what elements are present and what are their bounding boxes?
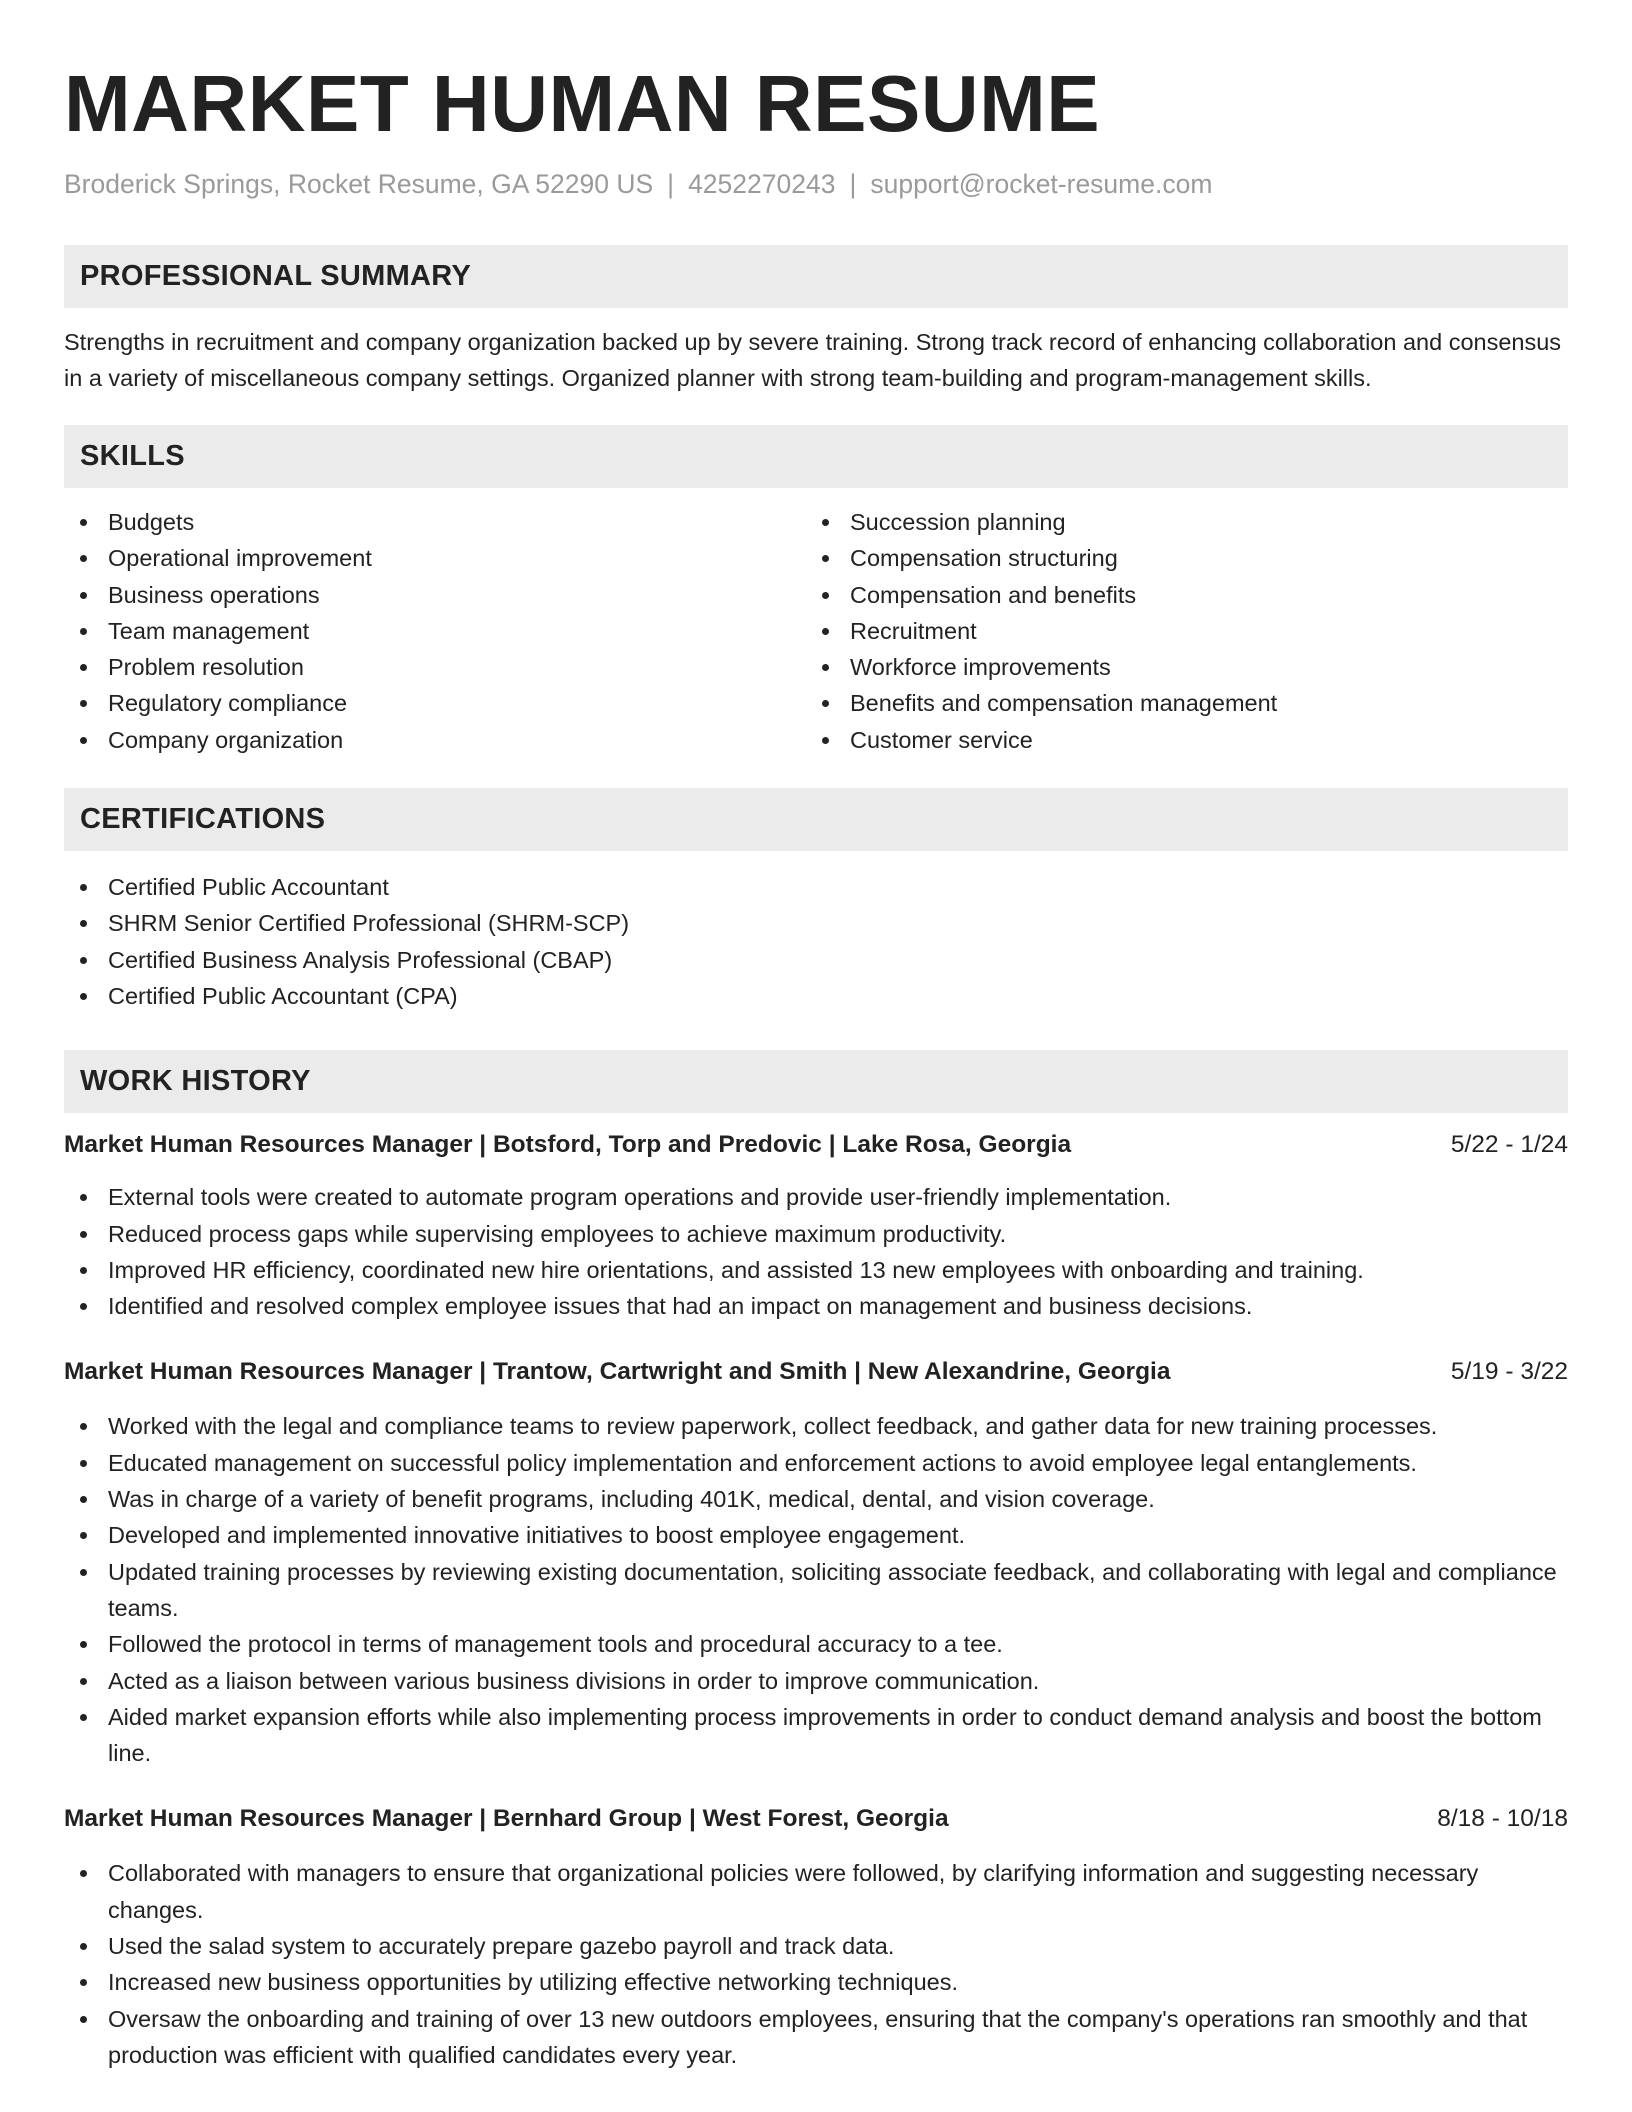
resume-title: MARKET HUMAN RESUME <box>64 59 1101 148</box>
skills-heading: SKILLS <box>64 425 1568 488</box>
contact-phone: 4252270243 <box>688 169 836 199</box>
summary-text: Strengths in recruitment and company organization backed up by severe training. Strong track record of enhancing collaboration and consensus in a variety of miscellaneous company settings. Organized planner with strong team-building and program-management skills. <box>64 329 1562 391</box>
job-bullet: Aided market expansion efforts while also implementing process improvements in order to conduct demand analysis and boost the bottom line. <box>64 1699 1568 1772</box>
job-bullets <box>64 1408 1568 1771</box>
job-bullet: Used the salad system to accurately prepare gazebo payroll and track data. <box>64 1928 1568 1964</box>
job-header <box>64 1354 1568 1390</box>
skills-list <box>64 504 1568 758</box>
skill-item: Benefits and compensation management <box>806 685 1548 721</box>
skill-item: Succession planning <box>806 504 1548 540</box>
skill-item: Workforce improvements <box>806 649 1548 685</box>
job-title: Market Human Resources Manager | Bernhard Group | West Forest, Georgia <box>64 1805 949 1833</box>
job-header <box>64 1801 1568 1837</box>
skill-item: Recruitment <box>806 613 1548 649</box>
skill-item: Compensation and benefits <box>806 577 1548 613</box>
certification-item: SHRM Senior Certified Professional (SHRM-SCP) <box>64 905 1568 941</box>
contact-email: support@rocket-resume.com <box>870 169 1213 199</box>
skill-item: Team management <box>64 613 806 649</box>
skills-column-right <box>806 504 1548 758</box>
job-bullet: Acted as a liaison between various business divisions in order to improve communication. <box>64 1663 1568 1699</box>
job-bullet: Was in charge of a variety of benefit programs, including 401K, medical, dental, and vision coverage. <box>64 1481 1568 1517</box>
contact-separator: | <box>849 169 857 199</box>
certification-item: Certified Public Accountant (CPA) <box>64 978 1568 1014</box>
contact-address: Broderick Springs, Rocket Resume, GA 52290 US <box>64 169 654 199</box>
skill-item: Problem resolution <box>64 649 806 685</box>
job-title: Market Human Resources Manager | Trantow, Cartwright and Smith | New Alexandrine, Georgia <box>64 1358 1171 1386</box>
job-bullet: Developed and implemented innovative initiatives to boost employee engagement. <box>64 1517 1568 1553</box>
summary-heading: PROFESSIONAL SUMMARY <box>64 245 1568 308</box>
skill-item: Customer service <box>806 722 1548 758</box>
job-dates: 5/19 - 3/22 <box>1450 1358 1568 1386</box>
work-history-heading: WORK HISTORY <box>64 1050 1568 1113</box>
skill-item: Company organization <box>64 722 806 758</box>
skill-item: Compensation structuring <box>806 540 1548 576</box>
job-bullets <box>64 1179 1568 1324</box>
certification-item: Certified Business Analysis Professional (CBAP) <box>64 942 1568 978</box>
certifications-heading: CERTIFICATIONS <box>64 788 1568 851</box>
skills-column-left <box>64 504 806 758</box>
job-bullet: Reduced process gaps while supervising employees to achieve maximum productivity. <box>64 1216 1568 1252</box>
contact-line <box>64 166 1568 202</box>
resume-page <box>64 0 1568 2073</box>
contact-separator: | <box>667 169 675 199</box>
job-bullet: Improved HR efficiency, coordinated new hire orientations, and assisted 13 new employees with onboarding and training. <box>64 1252 1568 1288</box>
job-bullet: Oversaw the onboarding and training of over 13 new outdoors employees, ensuring that the company's operations ran smoothly and that production was efficient with qualified candidates every year. <box>64 2001 1568 2074</box>
job-header <box>64 1127 1568 1163</box>
job-bullet: Identified and resolved complex employee issues that had an impact on management and business decisions. <box>64 1288 1568 1324</box>
job-dates: 8/18 - 10/18 <box>1437 1805 1568 1833</box>
skill-item: Operational improvement <box>64 540 806 576</box>
certification-item: Certified Public Accountant <box>64 869 1568 905</box>
job-bullet: Increased new business opportunities by utilizing effective networking techniques. <box>64 1964 1568 2000</box>
job-title: Market Human Resources Manager | Botsford, Torp and Predovic | Lake Rosa, Georgia <box>64 1131 1072 1159</box>
skill-item: Budgets <box>64 504 806 540</box>
job-bullet: Worked with the legal and compliance teams to review paperwork, collect feedback, and gather data for new training processes. <box>64 1408 1568 1444</box>
job-bullet: Updated training processes by reviewing existing documentation, soliciting associate feedback, and collaborating with legal and compliance teams. <box>64 1554 1568 1627</box>
job-bullet: Educated management on successful policy implementation and enforcement actions to avoid employee legal entanglements. <box>64 1445 1568 1481</box>
job-bullet: Collaborated with managers to ensure that organizational policies were followed, by clarifying information and suggesting necessary changes. <box>64 1855 1568 1928</box>
job-dates: 5/22 - 1/24 <box>1450 1131 1568 1159</box>
skill-item: Regulatory compliance <box>64 685 806 721</box>
job-bullets <box>64 1855 1568 2073</box>
certifications-list <box>64 869 1568 1014</box>
skill-item: Business operations <box>64 577 806 613</box>
job-bullet: Followed the protocol in terms of management tools and procedural accuracy to a tee. <box>64 1626 1568 1662</box>
job-bullet: External tools were created to automate program operations and provide user-friendly implementation. <box>64 1179 1568 1215</box>
